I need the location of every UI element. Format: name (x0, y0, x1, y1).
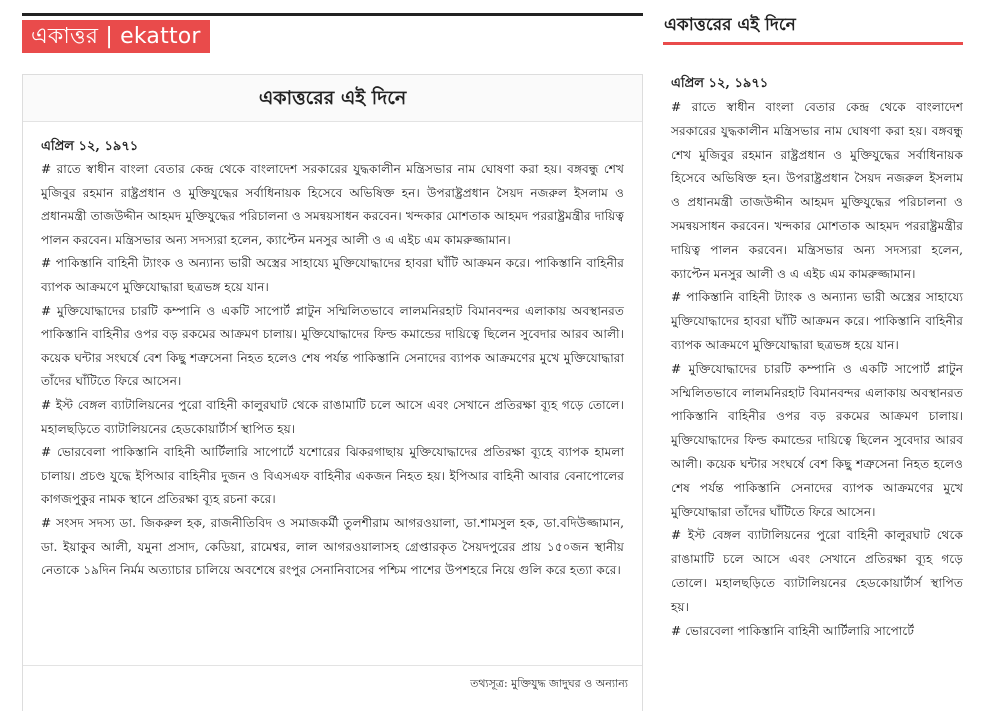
main-column (22, 13, 643, 690)
list-item: # ভোরবেলা পাকিস্তানি বাহিনী আর্টিলারি সাপোর্টে (671, 623, 914, 638)
panel-title: একাত্তরের এই দিনে (23, 75, 642, 122)
list-item: # ভোরবেলা পাকিস্তানি বাহিনী আর্টিলারি সাপোর্টে যশোরের ঝিকরগাছায় মুক্তিযোদ্ধাদের প্রতিরক্ষা ব্যূহে ব্যাপক হামলা চালায়। প্রচণ্ড যুদ্ধে ইপিআর বাহিনীর দুজন ও বিএসএফ বাহিনীর একজন নিহত হয়। ইপিআর বাহিনী আবার বেনাপোলের কাগজপুকুর নামক স্থানে প্রতিরক্ষা ব্যূহ রচনা করে। (41, 445, 624, 507)
sidebar-accent-rule (663, 42, 963, 45)
list-item: # পাকিস্তানি বাহিনী ট্যাংক ও অন্যান্য ভারী অস্ত্রের সাহায্যে মুক্তিযোদ্ধাদের হাবরা ঘাঁটি আক্রমন করে। পাকিস্তানি বাহিনীর ব্যাপক আক্রমণে মুক্তিযোদ্ধারা ছত্রভঙ্গ হয়ে যান। (41, 256, 624, 294)
list-item: # মুক্তিযোদ্ধাদের চারটি কম্পানি ও একটি সাপোর্ট প্লাটুন সম্মিলিতভাবে লালমনিরহাট বিমানবন্দর এলাকায় অবস্থানরত পাকিস্তানি বাহিনীর ওপর বড় রকমের আক্রমণ চালায়। মুক্তিযোদ্ধাদের ফিল্ড কমান্ডের দায়িত্বে ছিলেন সুবেদার আরব আলী। কয়েক ঘন্টার সংঘর্ষে বেশ কিছু শত্রুসেনা নিহত হলেও শেষ পর্যন্ত পাকিস্তানি সেনাদের ব্যাপক আক্রমণের মুখে মুক্তিযোদ্ধারা তাঁদের ঘাঁটিতে ফিরে আসেন। (671, 361, 963, 519)
list-item: # ইস্ট বেঙ্গল ব্যাটালিয়নের পুরো বাহিনী কালুরঘাট থেকে রাঙামাটি চলে আসে এবং সেখানে প্রতিরক্ষা ব্যূহ গড়ে তোলে। মহালছড়িতে ব্যাটালিয়নের হেডকোয়ার্টার্স স্থাপিত হয়। (41, 397, 624, 436)
sidebar-title: একাত্তরের এই দিনে (664, 15, 796, 35)
list-item: # মুক্তিযোদ্ধাদের চারটি কম্পানি ও একটি সাপোর্ট প্লাটুন সম্মিলিতভাবে লালমনিরহাট বিমানবন্দর এলাকায় অবস্থানরত পাকিস্তানি বাহিনীর ওপর বড় রকমের আক্রমণ চালায়। মুক্তিযোদ্ধাদের ফিল্ড কমান্ডের দায়িত্বে ছিলেন সুবেদার আরব আলী। কয়েক ঘন্টার সংঘর্ষে বেশ কিছু শত্রুসেনা নিহত হলেও শেষ পর্যন্ত পাকিস্তানি সেনাদের ব্যাপক আক্রমণের মুখে মুক্তিযোদ্ধারা তাঁদের ঘাঁটিতে ফিরে আসেন। (41, 303, 624, 389)
top-rule (22, 13, 643, 16)
list-item: # সংসদ সদস্য ডা. জিকরুল হক, রাজনীতিবিদ ও সমাজকর্মী তুলশীরাম আগরওয়ালা, ডা.শামসুল হক, ডা.বদিউজ্জামান, ডা. ইয়াকুব আলী, যমুনা প্রসাদ, কেডিয়া, রামেশ্বর, লাল আগরওয়ালাসহ গ্রেপ্তারকৃত সৈয়দপুরের প্রায় ১৫০জন স্থানীয় নেতাকে ১৯দিন নির্মম অত্যাচার চালিয়ে অবশেষে রংপুর সেনানিবাসের পশ্চিম পাশের উপশহরে নিয়ে গুলি করে হত্যা করে। (41, 515, 624, 578)
sidebar-date: এপ্রিল ১২, ১৯৭১ (671, 76, 769, 91)
list-item: # ইস্ট বেঙ্গল ব্যাটালিয়নের পুরো বাহিনী কালুরঘাট থেকে রাঙামাটি চলে আসে এবং সেখানে প্রতিরক্ষা ব্যূহ গড়ে তোলে। মহালছড়িতে ব্যাটালিয়নের হেডকোয়ার্টার্স স্থাপিত হয়। (671, 528, 963, 614)
sidebar-body[interactable] (671, 72, 963, 643)
list-item: # পাকিস্তানি বাহিনী ট্যাংক ও অন্যান্য ভারী অস্ত্রের সাহায্যে মুক্তিযোদ্ধাদের হাবরা ঘাঁটি আক্রমন করে। পাকিস্তানি বাহিনীর ব্যাপক আক্রমণে মুক্তিযোদ্ধারা ছত্রভঙ্গ হয়ে যান। (671, 290, 963, 352)
list-item: # রাতে স্বাধীন বাংলা বেতার কেন্দ্র থেকে বাংলাদেশ সরকারের যুদ্ধকালীন মন্ত্রিসভার নাম ঘোষণা করা হয়। বঙ্গবন্ধু শেখ মুজিবুর রহমান রাষ্ট্রপ্রধান ও মুক্তিযুদ্ধের সর্বাধিনায়ক হিসেবে অভিষিক্ত হন। উপরাষ্ট্রপ্রধান সৈয়দ নজরুল ইসলাম ও প্রধানমন্ত্রী তাজউদ্দীন আহমদ মুক্তিযুদ্ধের পরিচালনা ও সমন্বয়সাধন করবেন। খন্দকার মোশতাক আহমদ পররাষ্ট্রমন্ত্রীর দায়িত্ব পালন করবেন। মন্ত্রিসভার অন্য সদস্যরা হলেন, ক্যাপ্টেন মনসুর আলী ও এ এইচ এম কামরুজ্জামান। (41, 162, 624, 247)
panel-date: এপ্রিল ১২, ১৯৭১ (41, 139, 139, 154)
list-item: # রাতে স্বাধীন বাংলা বেতার কেন্দ্র থেকে বাংলাদেশ সরকারের যুদ্ধকালীন মন্ত্রিসভার নাম ঘোষণা করা হয়। বঙ্গবন্ধু শেখ মুজিবুর রহমান রাষ্ট্রপ্রধান ও মুক্তিযুদ্ধের সর্বাধিনায়ক হিসেবে অভিষিক্ত হন। উপরাষ্ট্রপ্রধান সৈয়দ নজরুল ইসলাম ও প্রধানমন্ত্রী তাজউদ্দীন আহমদ মুক্তিযুদ্ধের পরিচালনা ও সমন্বয়সাধন করবেন। খন্দকার মোশতাক আহমদ পররাষ্ট্রমন্ত্রীর দায়িত্ব পালন করবেন। মন্ত্রিসভার অন্য সদস্যরা হলেন, ক্যাপ্টেন মনসুর আলী ও এ এইচ এম কামরুজ্জামান। (671, 100, 963, 281)
on-this-day-panel (22, 74, 643, 711)
sidebar (663, 10, 963, 638)
source-note: তথ্যসূত্র: মুক্তিযুদ্ধ জাদুঘর ও অন্যান্য (23, 665, 642, 702)
brand-logo[interactable]: একাত্তর | ekattor (22, 20, 210, 53)
panel-body (23, 122, 642, 583)
